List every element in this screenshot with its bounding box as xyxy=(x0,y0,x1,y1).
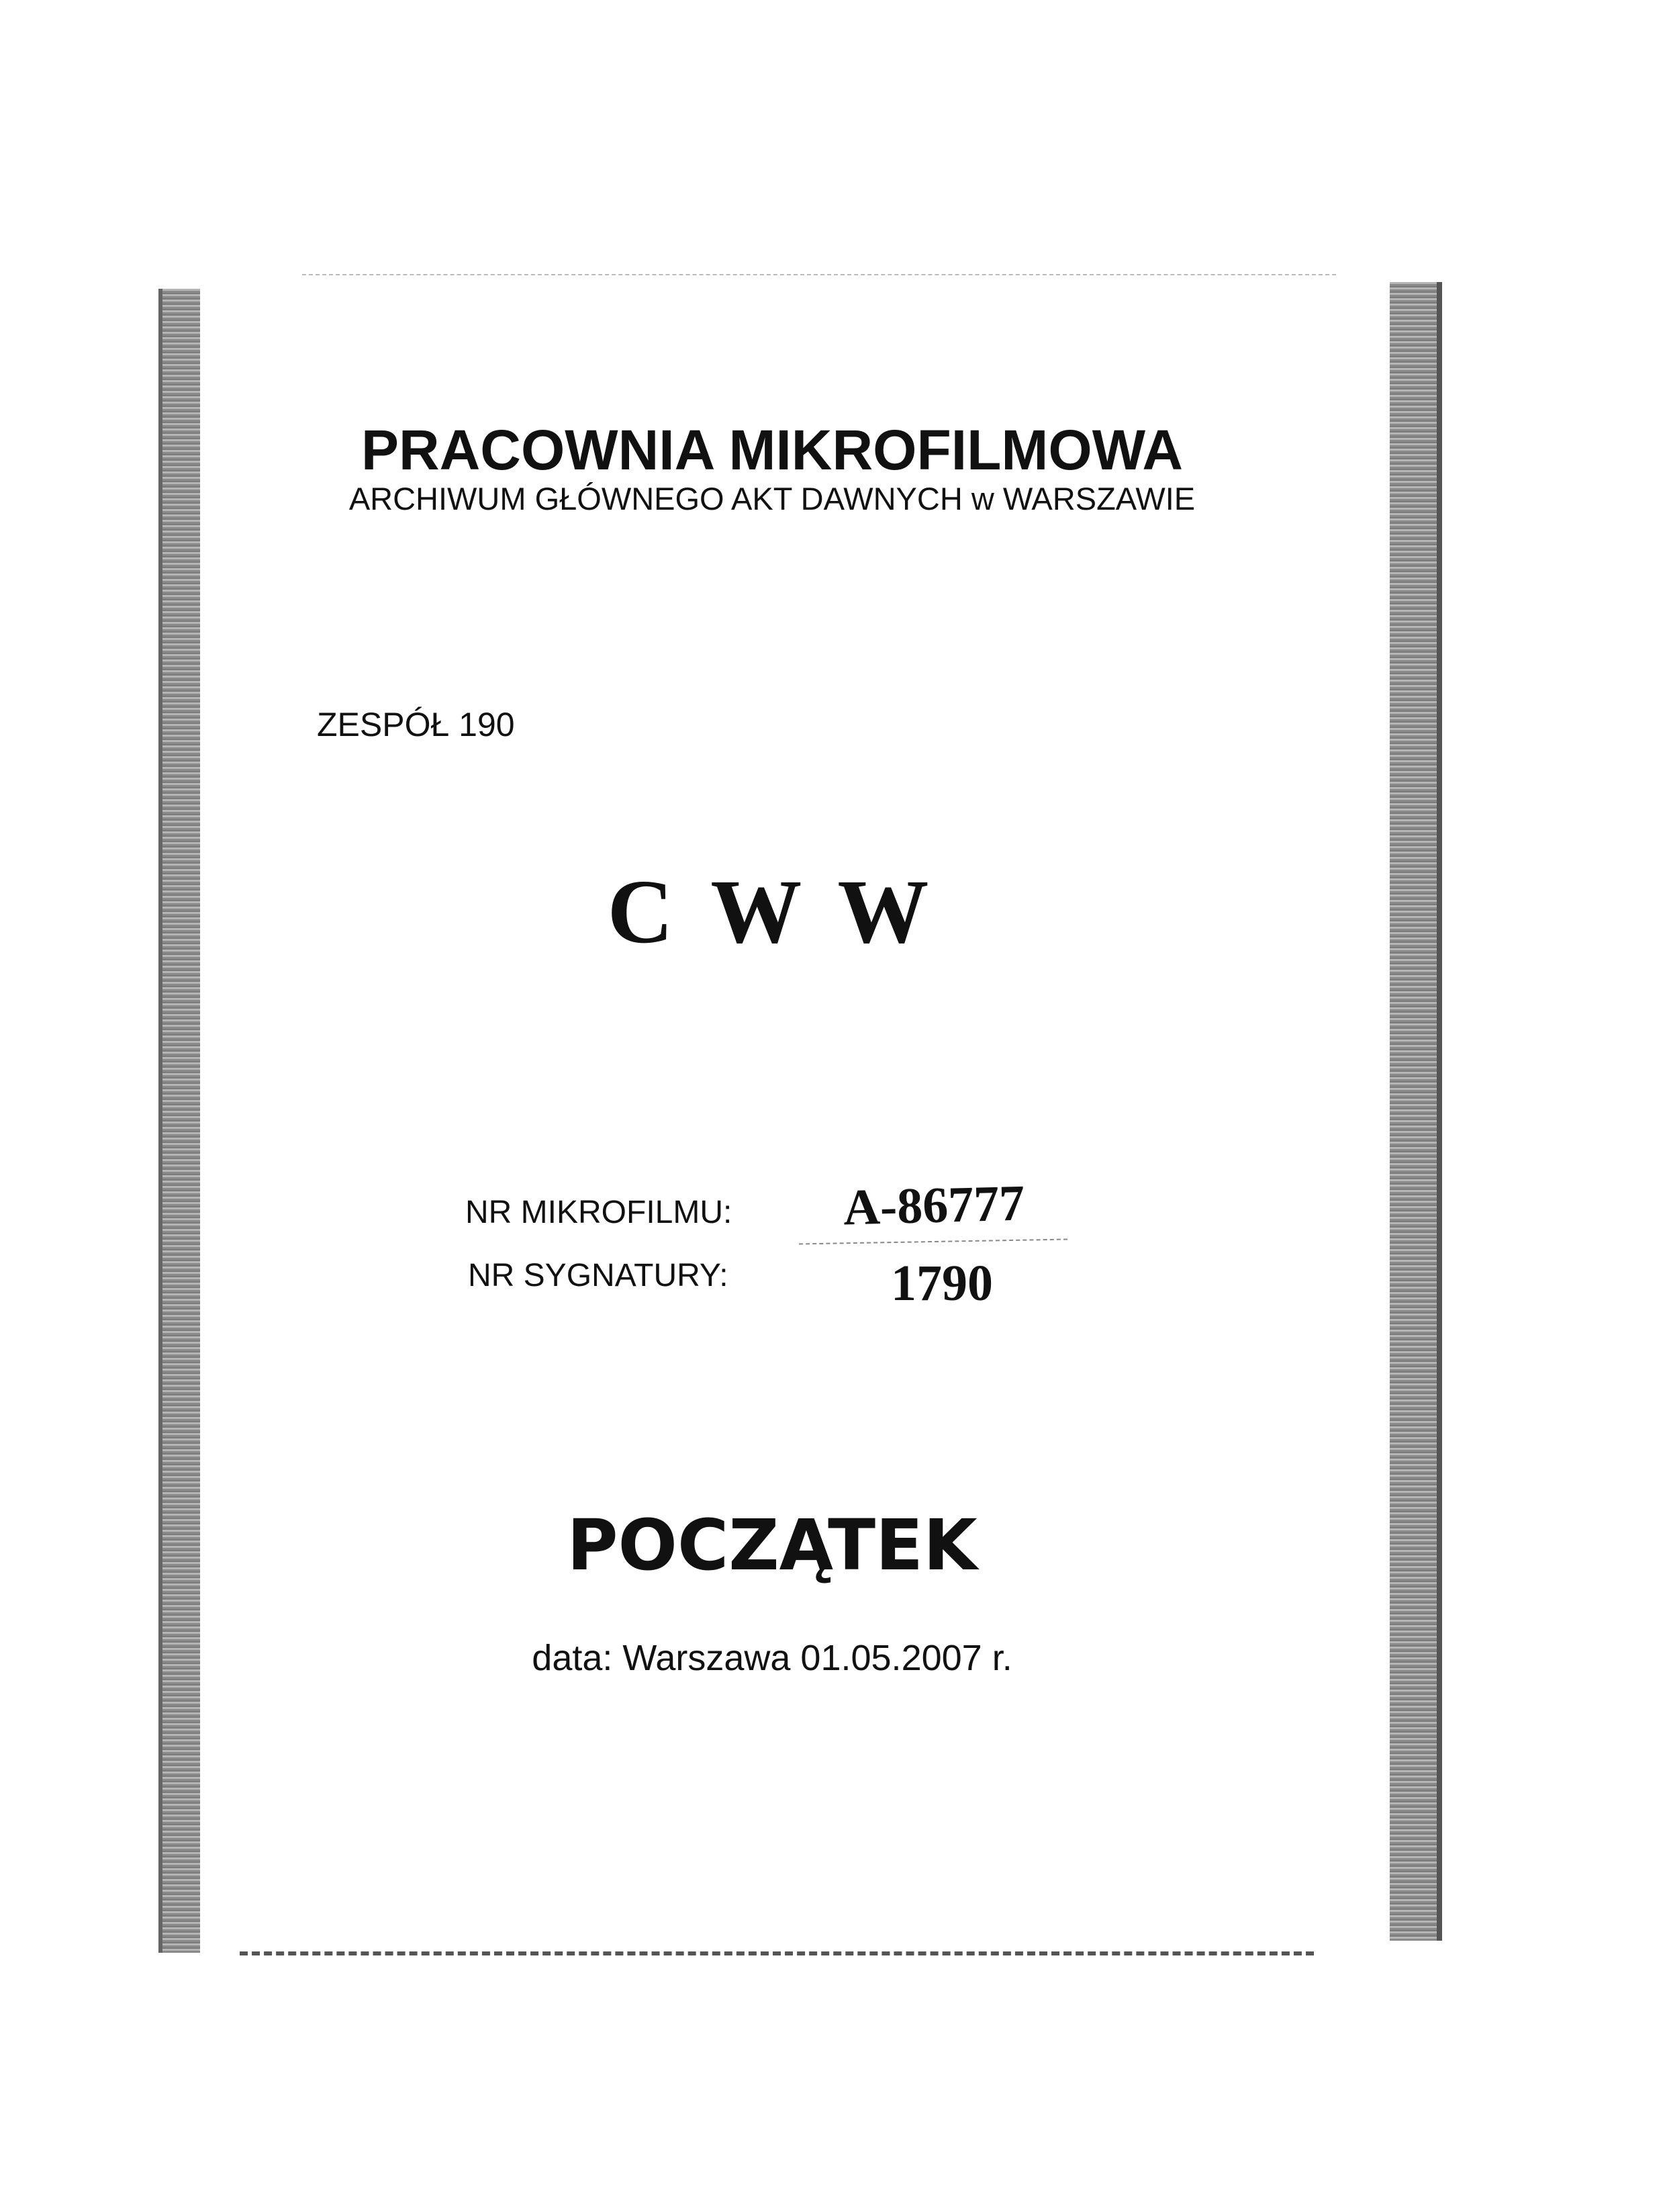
field-underline xyxy=(799,1239,1067,1245)
date-line: data: Warszawa 01.05.2007 r. xyxy=(532,1638,1012,1678)
zespol-label: ZESPÓŁ 190 xyxy=(317,706,515,743)
signature-label: NR SYGNATURY: xyxy=(468,1258,728,1293)
start-marker: POCZĄTEK xyxy=(567,1504,978,1586)
signature-value: 1790 xyxy=(891,1255,993,1311)
document-title: PRACOWNIA MIKROFILMOWA xyxy=(361,418,1184,481)
microfilm-label: NR MIKROFILMU: xyxy=(465,1195,732,1230)
microfilm-value: A-86777 xyxy=(842,1174,1026,1236)
right-film-edge xyxy=(1390,282,1442,1941)
top-edge-line xyxy=(302,274,1336,275)
bottom-edge-line xyxy=(240,1951,1314,1955)
left-film-edge xyxy=(158,289,200,1953)
collection-code: C W W xyxy=(607,862,937,962)
document-subtitle: ARCHIWUM GŁÓWNEGO AKT DAWNYCH w WARSZAWIE xyxy=(348,481,1196,516)
